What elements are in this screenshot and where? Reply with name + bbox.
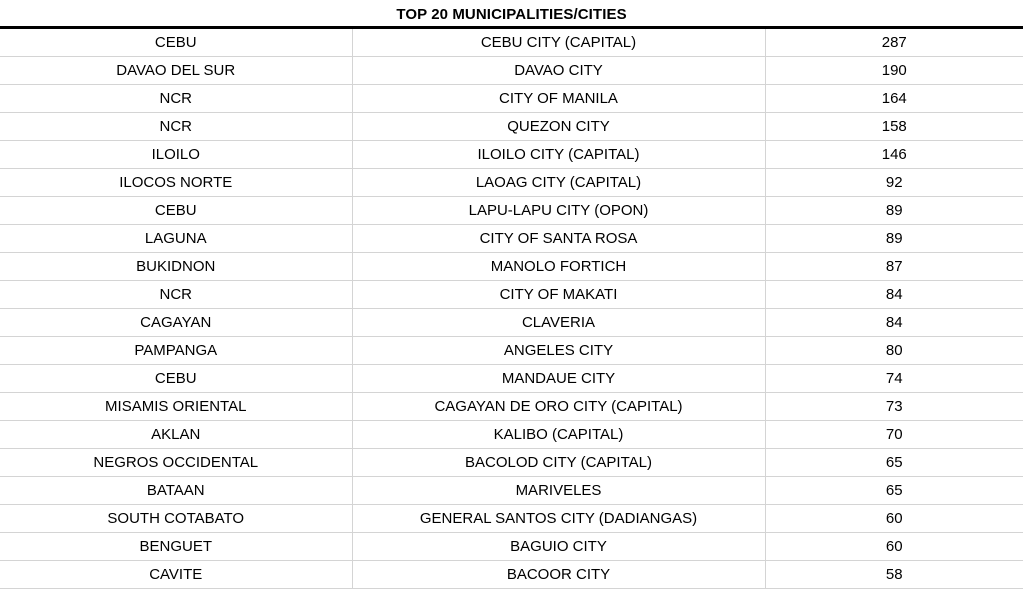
count-cell: 74 — [765, 365, 1023, 393]
city-cell: CAGAYAN DE ORO CITY (CAPITAL) — [352, 393, 765, 421]
count-cell: 190 — [765, 57, 1023, 85]
table-row — [0, 113, 1023, 141]
province-cell: SOUTH COTABATO — [0, 505, 352, 533]
count-cell: 70 — [765, 421, 1023, 449]
province-cell: BATAAN — [0, 477, 352, 505]
table-row — [0, 57, 1023, 85]
count-cell: 92 — [765, 169, 1023, 197]
count-cell: 84 — [765, 281, 1023, 309]
count-cell: 84 — [765, 309, 1023, 337]
count-cell: 164 — [765, 85, 1023, 113]
city-cell: CITY OF MANILA — [352, 85, 765, 113]
province-cell: DAVAO DEL SUR — [0, 57, 352, 85]
city-cell: KALIBO (CAPITAL) — [352, 421, 765, 449]
city-cell: DAVAO CITY — [352, 57, 765, 85]
table-row — [0, 29, 1023, 57]
province-cell: BENGUET — [0, 533, 352, 561]
count-cell: 89 — [765, 225, 1023, 253]
table-row — [0, 309, 1023, 337]
city-cell: ANGELES CITY — [352, 337, 765, 365]
table-row — [0, 365, 1023, 393]
city-cell: MANDAUE CITY — [352, 365, 765, 393]
municipalities-table — [0, 29, 1023, 589]
city-cell: ILOILO CITY (CAPITAL) — [352, 141, 765, 169]
city-cell: LAOAG CITY (CAPITAL) — [352, 169, 765, 197]
count-cell: 287 — [765, 29, 1023, 57]
city-cell: BACOOR CITY — [352, 561, 765, 589]
province-cell: PAMPANGA — [0, 337, 352, 365]
count-cell: 60 — [765, 533, 1023, 561]
province-cell: NCR — [0, 85, 352, 113]
count-cell: 146 — [765, 141, 1023, 169]
city-cell: CEBU CITY (CAPITAL) — [352, 29, 765, 57]
city-cell: MARIVELES — [352, 477, 765, 505]
table-row — [0, 393, 1023, 421]
table-row — [0, 197, 1023, 225]
count-cell: 80 — [765, 337, 1023, 365]
count-cell: 60 — [765, 505, 1023, 533]
table-row — [0, 225, 1023, 253]
count-cell: 158 — [765, 113, 1023, 141]
table-row — [0, 281, 1023, 309]
province-cell: CAGAYAN — [0, 309, 352, 337]
city-cell: LAPU-LAPU CITY (OPON) — [352, 197, 765, 225]
province-cell: CEBU — [0, 29, 352, 57]
table-row — [0, 141, 1023, 169]
province-cell: BUKIDNON — [0, 253, 352, 281]
table-row — [0, 505, 1023, 533]
province-cell: MISAMIS ORIENTAL — [0, 393, 352, 421]
province-cell: NEGROS OCCIDENTAL — [0, 449, 352, 477]
province-cell: NCR — [0, 113, 352, 141]
city-cell: BACOLOD CITY (CAPITAL) — [352, 449, 765, 477]
count-cell: 65 — [765, 449, 1023, 477]
province-cell: ILOCOS NORTE — [0, 169, 352, 197]
city-cell: BAGUIO CITY — [352, 533, 765, 561]
province-cell: NCR — [0, 281, 352, 309]
count-cell: 89 — [765, 197, 1023, 225]
province-cell: CAVITE — [0, 561, 352, 589]
province-cell: CEBU — [0, 365, 352, 393]
table-body — [0, 29, 1023, 589]
province-cell: LAGUNA — [0, 225, 352, 253]
province-cell: AKLAN — [0, 421, 352, 449]
city-cell: CITY OF MAKATI — [352, 281, 765, 309]
city-cell: QUEZON CITY — [352, 113, 765, 141]
city-cell: CLAVERIA — [352, 309, 765, 337]
table-row — [0, 421, 1023, 449]
city-cell: GENERAL SANTOS CITY (DADIANGAS) — [352, 505, 765, 533]
count-cell: 87 — [765, 253, 1023, 281]
table-row — [0, 561, 1023, 589]
table-row — [0, 253, 1023, 281]
table-row — [0, 169, 1023, 197]
table-row — [0, 449, 1023, 477]
city-cell: MANOLO FORTICH — [352, 253, 765, 281]
city-cell: CITY OF SANTA ROSA — [352, 225, 765, 253]
table-row — [0, 337, 1023, 365]
count-cell: 73 — [765, 393, 1023, 421]
province-cell: CEBU — [0, 197, 352, 225]
count-cell: 58 — [765, 561, 1023, 589]
table-row — [0, 85, 1023, 113]
province-cell: ILOILO — [0, 141, 352, 169]
table-row — [0, 533, 1023, 561]
table-title: TOP 20 MUNICIPALITIES/CITIES — [396, 6, 627, 23]
count-cell: 65 — [765, 477, 1023, 505]
table-row — [0, 477, 1023, 505]
